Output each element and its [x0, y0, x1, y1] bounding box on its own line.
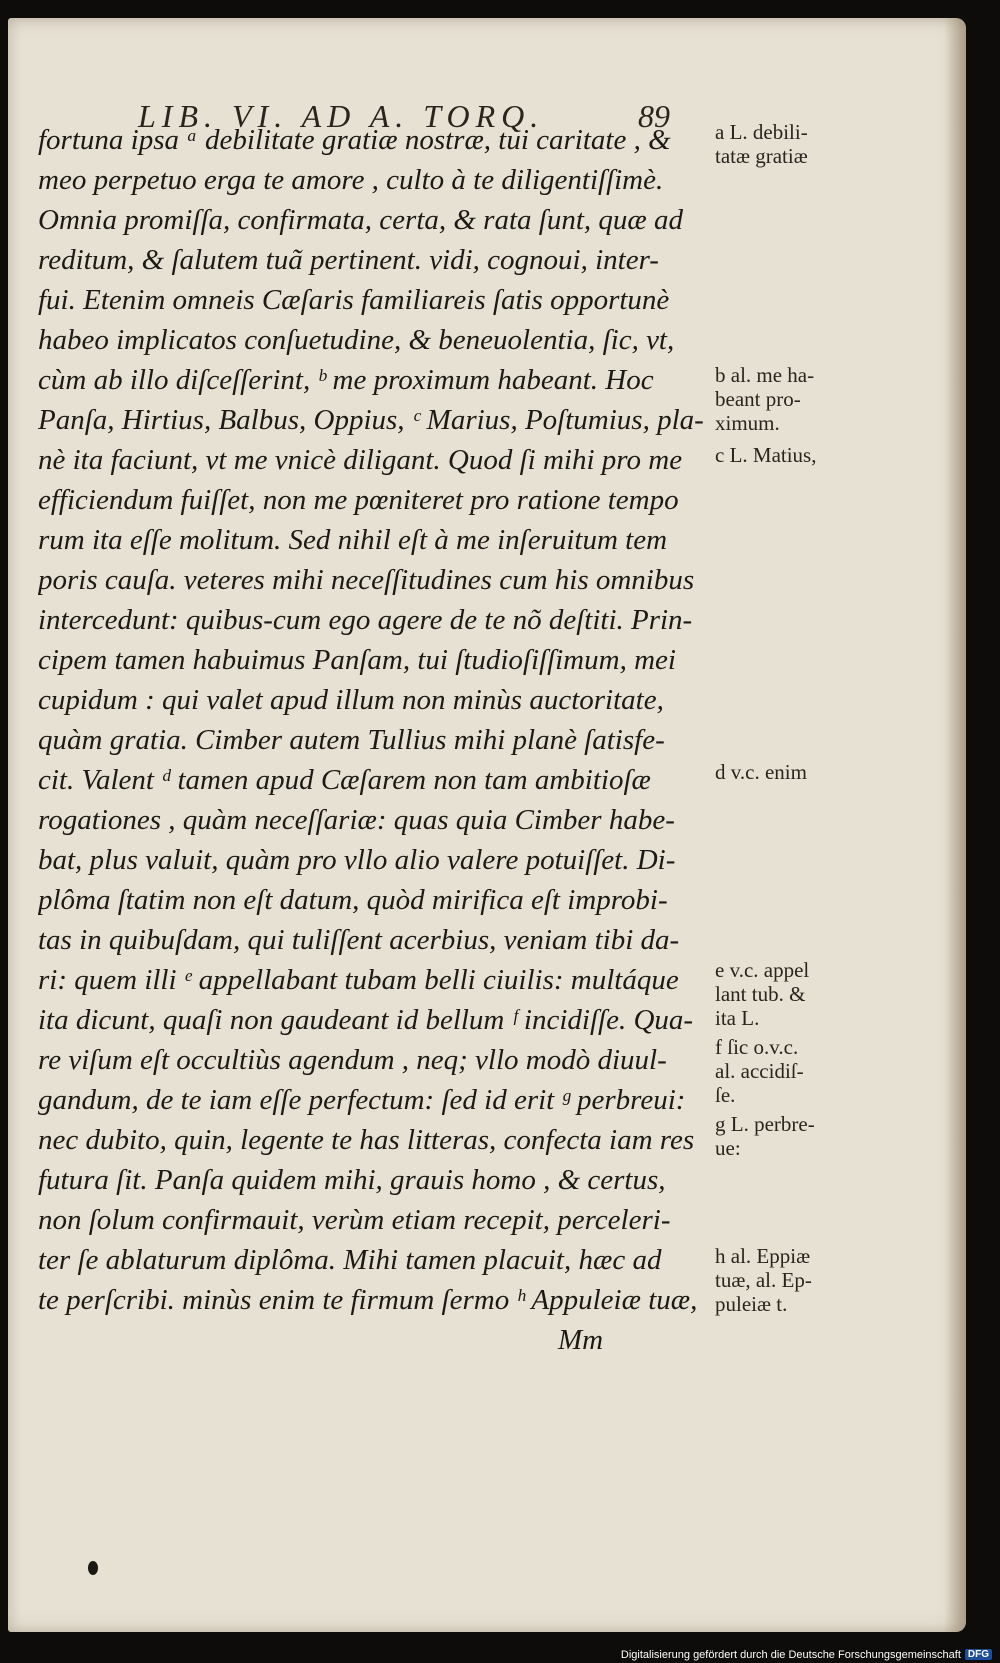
marginal-note: a L. debili- tatæ gratiæ: [715, 120, 808, 168]
text-line: efficiendum fuiſſet, non me pœniteret pro ratione tempo: [38, 484, 679, 516]
text-line: cipem tamen habuimus Panſam, tui ſtudioſiſſimum, mei: [38, 644, 676, 676]
text-line: fui. Etenim omneis Cæſaris familiareis ſatis opportunè: [38, 284, 670, 316]
text-line: cit. Valent ᵈ tamen apud Cæſarem non tam ambitioſæ: [38, 764, 651, 796]
text-line: cùm ab illo diſceſſerint, ᵇ me proximum habeant. Hoc: [38, 364, 654, 396]
text-line: ita dicunt, quaſi non gaudeant id bellum ᶠ incidiſſe. Qua-: [38, 1004, 694, 1036]
text-line: ter ſe ablaturum diplôma. Mihi tamen placuit, hæc ad: [38, 1244, 662, 1276]
text-line: Panſa, Hirtius, Balbus, Oppius, ᶜ Marius, Poſtumius, pla-: [38, 404, 704, 436]
text-line: futura ſit. Panſa quidem mihi, grauis homo , & certus,: [38, 1164, 666, 1196]
text-line: bat, plus valuit, quàm pro vllo alio valere potuiſſet. Di-: [38, 844, 676, 876]
text-line: nè ita faciunt, vt me vnicè diligant. Quod ſi mihi pro me: [38, 444, 683, 476]
text-line: reditum, & ſalutem tuã pertinent. vidi, cognoui, inter-: [38, 244, 659, 276]
running-title: LIB. VI. AD A. TORQ.: [138, 98, 545, 134]
text-line: rogationes , quàm neceſſariæ: quas quia Cimber habe-: [38, 804, 675, 836]
text-line: re viſum eſt occultiùs agendum , neq; vllo modò diuul-: [38, 1044, 667, 1076]
text-line: ri: quem illi ᵉ appellabant tubam belli ciuilis: multáque: [38, 964, 679, 996]
text-line: non ſolum confirmauit, verùm etiam recepit, perceleri-: [38, 1204, 671, 1236]
text-line: fortuna ipsa ᵃ debilitate gratiæ nostræ, tui caritate , &: [38, 124, 671, 156]
marginal-note: b al. me ha- beant pro- ximum.: [715, 363, 815, 435]
text-line: meo perpetuo erga te amore , culto à te diligentiſſimè.: [38, 164, 664, 196]
marginal-note: c L. Matius,: [715, 443, 817, 467]
text-line: plôma ſtatim non eſt datum, quòd mirifica eſt improbi-: [38, 884, 668, 916]
ink-spot: [88, 1561, 98, 1575]
catchword: Mm: [558, 1324, 604, 1356]
folio-number: 89: [638, 98, 670, 134]
text-line: tas in quibuſdam, qui tuliſſent acerbius, veniam tibi da-: [38, 924, 680, 956]
text-line: te perſcribi. minùs enim te firmum ſermo ʰ Appuleiæ tuæ,: [38, 1284, 698, 1316]
text-line: cupidum : qui valet apud illum non minùs auctoritate,: [38, 684, 664, 716]
text-line: Omnia promiſſa, confirmata, certa, & rata ſunt, quæ ad: [38, 204, 683, 236]
text-line: habeo implicatos conſuetudine, & beneuolentia, ſic, vt,: [38, 324, 675, 356]
marginal-note: g L. perbre- ue:: [715, 1112, 815, 1160]
text-line: rum ita eſſe molitum. Sed nihil eſt à me inſeruitum tem: [38, 524, 668, 556]
marginal-note: e v.c. appel lant tub. & ita L.: [715, 958, 810, 1030]
marginal-note: h al. Eppiæ tuæ, al. Ep- puleiæ t.: [715, 1244, 812, 1316]
marginal-note: d v.c. enim: [715, 760, 807, 784]
dfg-logo-icon: DFG: [965, 1649, 992, 1660]
credit-text: Digitalisierung gefördert durch die Deutsche Forschungsgemeinschaft: [620, 1648, 961, 1661]
text-line: quàm gratia. Cimber autem Tullius mihi planè ſatisfe-: [38, 724, 665, 756]
text-line: nec dubito, quin, legente te has litteras, confecta iam res: [38, 1124, 695, 1156]
marginal-note: f ſic o.v.c. al. accidiſ- ſe.: [715, 1035, 804, 1107]
text-line: poris cauſa. veteres mihi neceſſitudines cum his omnibus: [38, 564, 695, 596]
text-line: intercedunt: quibus-cum ego agere de te nõ deſtiti. Prin-: [38, 604, 693, 636]
text-line: gandum, de te iam eſſe perfectum: ſed id erit ᵍ perbreui:: [38, 1084, 686, 1116]
digitization-credit: [621, 1646, 992, 1663]
main-text-block: [38, 120, 708, 1360]
